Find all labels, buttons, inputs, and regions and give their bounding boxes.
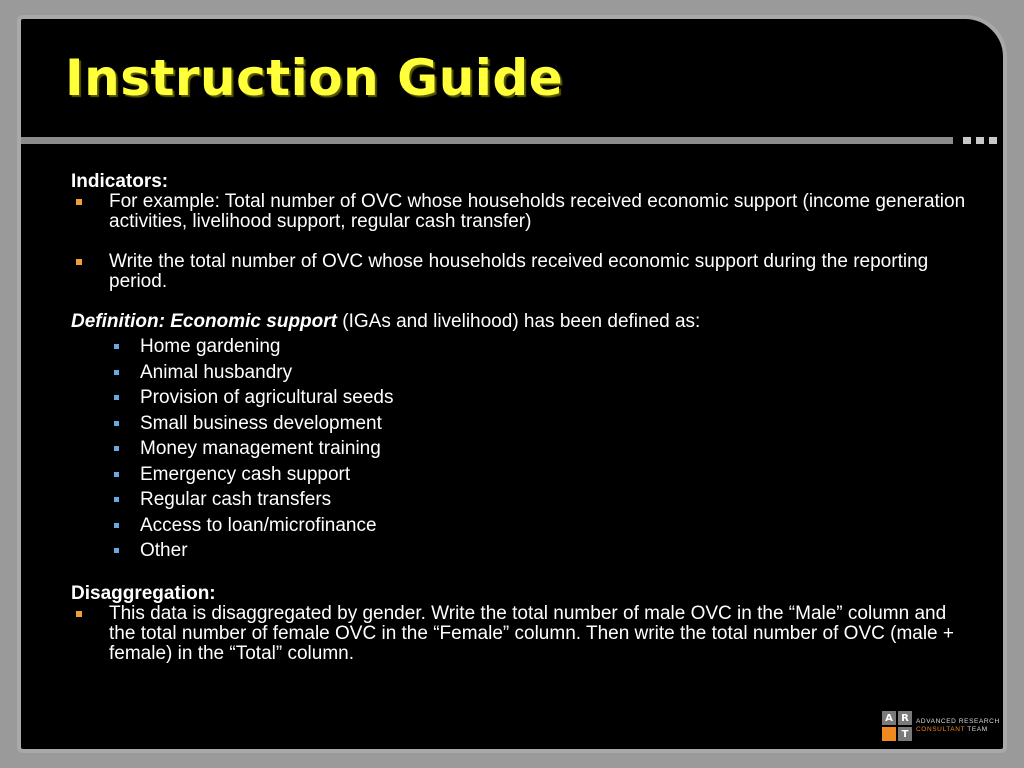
divider-dot (963, 137, 971, 144)
indicators-heading: Indicators: (71, 171, 169, 192)
economic-support-list (71, 334, 971, 564)
definition-label: Definition: Economic support (71, 311, 337, 332)
logo-letter-t: T (898, 727, 912, 741)
definition-line (71, 312, 971, 332)
list-item: Animal husbandry (71, 360, 971, 386)
list-item: Regular cash transfers (71, 487, 971, 513)
logo-letter-r: R (898, 711, 912, 725)
list-item: Money management training (71, 436, 971, 462)
list-item: Home gardening (71, 334, 971, 360)
disaggregation-bullet-text: This data is disaggregated by gender. Write the total number of male OVC in the “Male” column and the total number of female OVC in the “Female” column. Then write the total number of OVC (male + female) in the “Total” column. (109, 602, 954, 664)
indicator-bullet-text: For example: Total number of OVC whose households received economic support (income generation activities, livelihood support, regular cash transfer) (109, 191, 966, 232)
logo-letter-a: A (882, 711, 896, 725)
logo-line-1: ADVANCED RESEARCH (916, 718, 1000, 725)
divider-dot (989, 137, 997, 144)
disaggregation-bullet (71, 604, 971, 664)
definition-text: (IGAs and livelihood) has been defined as: (337, 311, 701, 332)
logo-wordmark (916, 718, 1000, 734)
indicator-bullet (71, 192, 971, 232)
square-bullet-icon (114, 370, 119, 375)
logo-line-2: CONSULTANT TEAM (916, 726, 988, 733)
divider-dots (963, 137, 997, 144)
square-bullet-icon (76, 611, 82, 617)
list-item: Emergency cash support (71, 462, 971, 488)
indicator-bullet-text: Write the total number of OVC whose households received economic support during the reporting period. (109, 251, 929, 292)
square-bullet-icon (114, 523, 119, 528)
square-bullet-icon (114, 344, 119, 349)
square-bullet-icon (114, 472, 119, 477)
square-bullet-icon (114, 548, 119, 553)
indicator-bullet (71, 252, 971, 292)
square-bullet-icon (114, 497, 119, 502)
square-bullet-icon (114, 446, 119, 451)
divider-dot (976, 137, 984, 144)
list-item: Small business development (71, 411, 971, 437)
art-logo (882, 711, 1000, 741)
slide-body (71, 172, 971, 664)
list-item: Other (71, 538, 971, 564)
square-bullet-icon (114, 421, 119, 426)
logo-orange-square (882, 727, 896, 741)
square-bullet-icon (76, 259, 82, 265)
square-bullet-icon (76, 199, 82, 205)
slide-title: Instruction Guide (65, 49, 564, 107)
art-logo-mark (882, 711, 912, 741)
title-divider (21, 137, 953, 144)
list-item: Access to loan/microfinance (71, 513, 971, 539)
list-item: Provision of agricultural seeds (71, 385, 971, 411)
square-bullet-icon (114, 395, 119, 400)
slide (17, 15, 1007, 753)
disaggregation-heading: Disaggregation: (71, 582, 216, 604)
